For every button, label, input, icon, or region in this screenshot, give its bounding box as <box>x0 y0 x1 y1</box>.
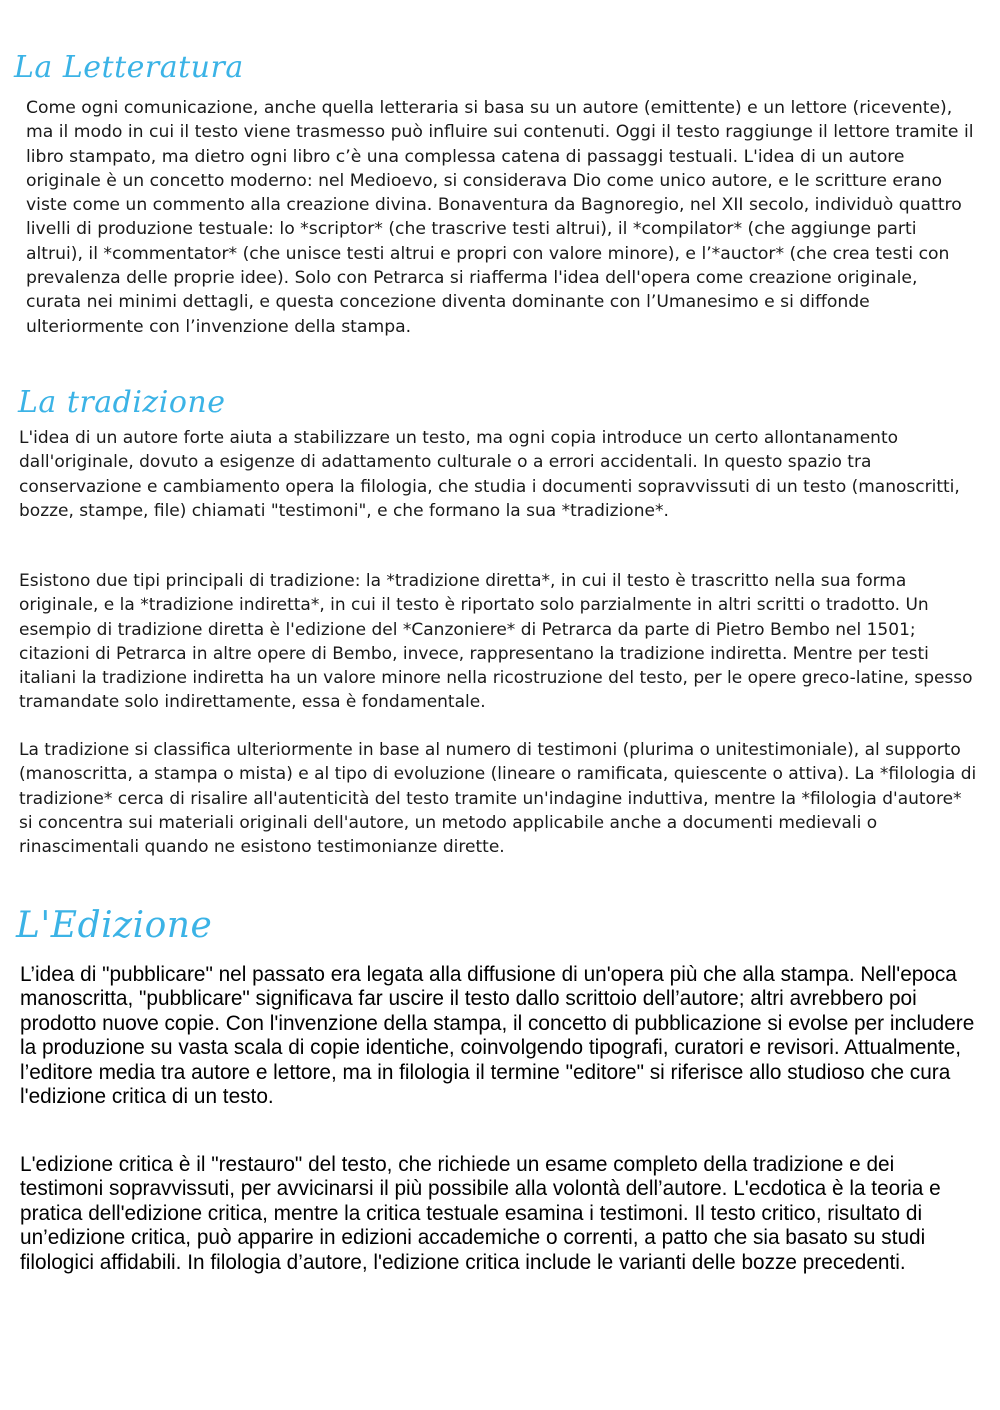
paragraph-tradizione-3: La tradizione si classifica ulteriormente in base al numero di testimoni (plurima o unitestimoniale), al supporto (manoscritta, a stampa o mista) e al tipo di evoluzione (lineare o ramificata, quiescente o attiva). La *filologia di tradizione* cerca di risalire all'autenticità del testo tramite un'indagine induttiva, mentre la *filologia d'autore* si concentra sui materiali originali dell'autore, un metodo applicabile anche a documenti medievali o rinascimentali quando ne esistono testimonianze dirette. <box>19 740 977 858</box>
section-heading-edizione: L'Edizione <box>16 905 213 946</box>
section-heading-tradizione: La tradizione <box>18 385 226 420</box>
paragraph-tradizione-1: L'idea di un autore forte aiuta a stabilizzare un testo, ma ogni copia introduce un certo allontanamento dall'originale, dovuto a esigenze di adattamento culturale o a errori accidentali. In questo spazio tra conservazione e cambiamento opera la filologia, che studia i documenti sopravvissuti di un testo (manoscritti, bozze, stampe, file) chiamati "testimoni", e che formano la sua *tradizione*. <box>19 428 960 521</box>
paragraph-edizione-2: L'edizione critica è il "restauro" del testo, che richiede un esame completo della tradizione e dei testimoni sopravvissuti, per avvicinarsi il più possibile alla volontà dell’autore. L'ecdotica è la teoria e pratica dell'edizione critica, mentre la critica testuale esamina i testimoni. Il testo critico, risultato di un’edizione critica, può apparire in edizioni accademiche o correnti, a patto che sia basato su studi filologici affidabili. In filologia d’autore, l'edizione critica include le varianti delle bozze precedenti. <box>20 1153 941 1274</box>
section-heading-letteratura: La Letteratura <box>14 50 244 85</box>
paragraph-letteratura-1: Come ogni comunicazione, anche quella letteraria si basa su un autore (emittente) e un lettore (ricevente), ma il modo in cui il testo viene trasmesso può influire sui contenuti. Oggi il testo raggiunge il lettore tramite il libro stampato, ma dietro ogni libro c’è una complessa catena di passaggi testuali. L'idea di un autore originale è un concetto moderno: nel Medioevo, si considerava Dio come unico autore, e le scritture erano viste come un commento alla creazione divina. Bonaventura da Bagnoregio, nel XII secolo, individuò quattro livelli di produzione testuale: lo *scriptor* (che trascrive testi altrui), il *compilator* (che aggiunge parti altrui), il *commentator* (che unisce testi altrui e propri con valore minore), e l’*auctor* (che crea testi con prevalenza delle proprie idee). Solo con Petrarca si riafferma l'idea dell'opera come creazione originale, curata nei minimi dettagli, e questa concezione diventa dominante con l’Umanesimo e si diffonde ulteriormente con l’invenzione della stampa. <box>26 98 974 337</box>
paragraph-edizione-1: L’idea di "pubblicare" nel passato era legata alla diffusione di un'opera più che alla stampa. Nell'epoca manoscritta, "pubblicare" significava far uscire il testo dallo scrittoio dell’autore; altri avrebbero poi prodotto nuove copie. Con l'invenzione della stampa, il concetto di pubblicazione si evolse per includere la produzione su vasta scala di copie identiche, coinvolgendo tipografi, curatori e revisori. Attualmente, l’editore media tra autore e lettore, ma in filologia il termine "editore" si riferisce allo studioso che cura l'edizione critica di un testo. <box>20 963 975 1109</box>
paragraph-tradizione-2: Esistono due tipi principali di tradizione: la *tradizione diretta*, in cui il testo è trascritto nella sua forma originale, e la *tradizione indiretta*, in cui il testo è riportato solo parzialmente in altri scritti o tradotto. Un esempio di tradizione diretta è l'edizione del *Canzoniere* di Petrarca da parte di Pietro Bembo nel 1501; citazioni di Petrarca in altre opere di Bembo, invece, rappresentano la tradizione indiretta. Mentre per testi italiani la tradizione indiretta ha un valore minore nella ricostruzione del testo, per le opere greco-latine, spesso tramandate solo indirettamente, essa è fondamentale. <box>19 571 973 713</box>
